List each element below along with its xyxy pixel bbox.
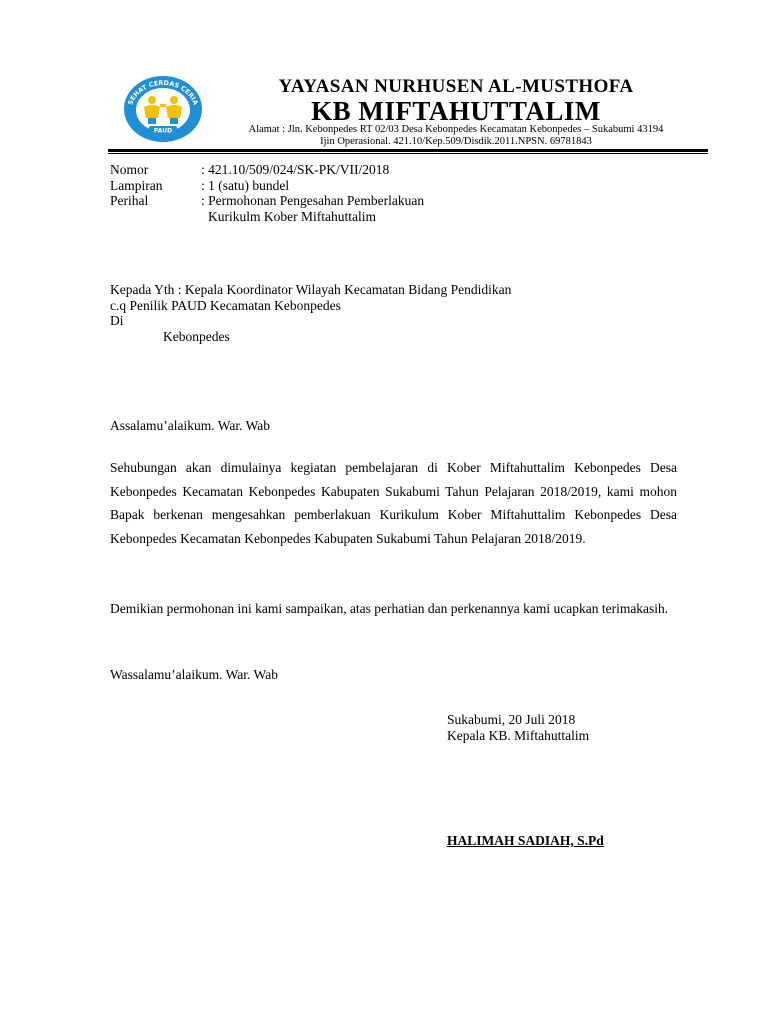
recipient-line-4: Kebonpedes: [163, 329, 230, 344]
header-rule-thick: [108, 149, 708, 152]
signer-name: HALIMAH SADIAH, S.Pd: [447, 833, 604, 848]
body-paragraph-1: Sehubungan akan dimulainya kegiatan pembelajaran di Kober Miftahuttalim Kebonpedes Desa Kebonpedes Kecamatan Kebonpedes Kabupaten Sukabumi Tahun Pelajaran 2018/2019, kami mohon Bapak berkenan mengesahkan pemberlakuan Kurikulum Kober Miftahuttalim Kebonpedes Desa Kebonpedes Kecamatan Kebonpedes Kabupaten Sukabumi Tahun Pelajaran 2018/2019.: [110, 460, 677, 546]
permit-line: Ijin Operasional. 421.10/Kep.509/Disdik.2011.NPSN. 69781843: [320, 136, 592, 147]
greeting: Assalamu’alaikum. War. Wab: [110, 418, 271, 433]
address-block: [216, 124, 696, 148]
svg-text:SEHAT CERDAS CERIA: SEHAT CERDAS CERIA: [126, 78, 200, 107]
organization-name: YAYASAN NURHUSEN AL-MUSTHOFA: [278, 76, 634, 97]
school-name: KB MIFTAHUTTALIM: [311, 96, 601, 126]
signer-position: Kepala KB. Miftahuttalim: [447, 728, 590, 743]
perihal-value-continued: Kurikulm Kober Miftahuttalim: [208, 208, 376, 224]
body-paragraph-2: Demikian permohonan ini kami sampaikan, atas perhatian dan perkenannya kami ucapkan terimakasih.: [110, 601, 669, 616]
lampiran-value: : 1 (satu) bundel: [201, 177, 290, 193]
lampiran-label: Lampiran: [110, 177, 163, 193]
closing: Wassalamu’alaikum. War. Wab: [110, 667, 278, 682]
nomor-label: Nomor: [110, 162, 149, 177]
recipient-line-1: Kepada Yth : Kepala Koordinator Wilayah Kecamatan Bidang Pendidikan: [110, 282, 512, 297]
perihal-value: : Permohonan Pengesahan Pemberlakuan: [201, 193, 425, 208]
nomor-value: : 421.10/509/024/SK-PK/VII/2018: [201, 162, 390, 177]
recipient-line-3: Di: [110, 313, 124, 328]
svg-text:PAUD: PAUD: [153, 127, 173, 135]
perihal-label: Perihal: [110, 193, 149, 208]
recipient-line-2: c.q Penilik PAUD Kecamatan Kebonpedes: [110, 298, 341, 313]
address-line: Alamat : Jln. Kebonpedes RT 02/03 Desa Kebonpedes Kecamatan Kebonpedes – Sukabumi 43194: [248, 124, 664, 135]
place-date: Sukabumi, 20 Juli 2018: [447, 712, 576, 727]
paud-logo: [122, 74, 204, 144]
header-rule-thin: [108, 153, 708, 154]
